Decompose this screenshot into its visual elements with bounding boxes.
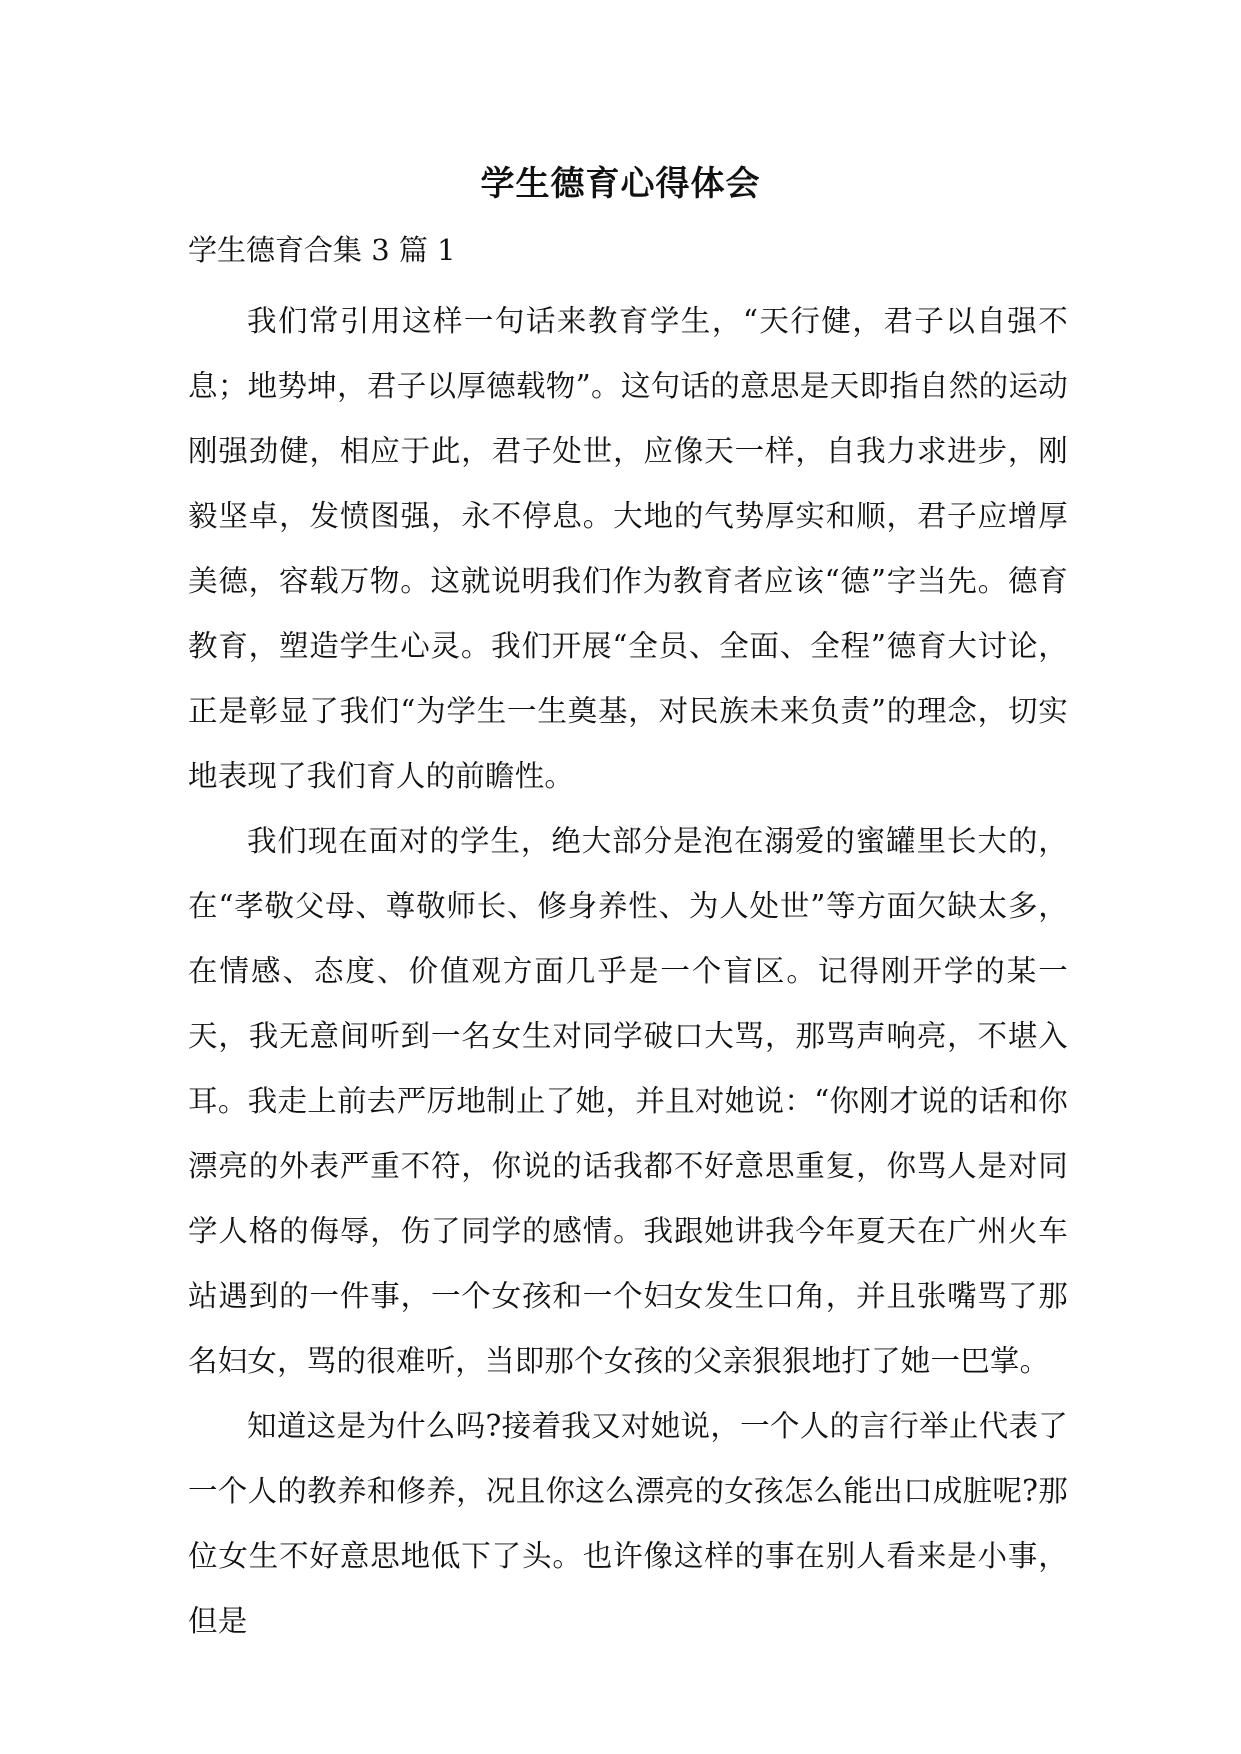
document-body <box>188 289 1068 1654</box>
paragraph: 我们现在面对的学生，绝大部分是泡在溺爱的蜜罐里长大的，在“孝敬父母、尊敬师长、修身养性、为人处世”等方面欠缺太多，在情感、态度、价值观方面几乎是一个盲区。记得刚开学的某一天，我无意间听到一名女生对同学破口大骂，那骂声响亮，不堪入耳。我走上前去严厉地制止了她，并且对她说：“你刚才说的话和你漂亮的外表严重不符，你说的话我都不好意思重复，你骂人是对同学人格的侮辱，伤了同学的感情。我跟她讲我今年夏天在广州火车站遇到的一件事，一个女孩和一个妇女发生口角，并且张嘴骂了那名妇女，骂的很难听，当即那个女孩的父亲狠狠地打了她一巴掌。 <box>188 824 1068 1378</box>
paragraph: 我们常引用这样一句话来教育学生，“天行健，君子以自强不息；地势坤，君子以厚德载物”。这句话的意思是天即指自然的运动刚强劲健，相应于此，君子处世，应像天一样，自我力求进步，刚毅坚卓，发愤图强，永不停息。大地的气势厚实和顺，君子应增厚美德，容载万物。这就说明我们作为教育者应该“德”字当先。德育教育，塑造学生心灵。我们开展“全员、全面、全程”德育大讨论，正是彰显了我们“为学生一生奠基，对民族未来负责”的理念，切实地表现了我们育人的前瞻性。 <box>188 304 1068 793</box>
document-title: 学生德育心得体会 <box>480 164 761 204</box>
paragraph: 知道这是为什么吗?接着我又对她说，一个人的言行举止代表了一个人的教养和修养，况且你这么漂亮的女孩怎么能出口成脏呢?那位女生不好意思地低下了头。也许像这样的事在别人看来是小事，但是 <box>188 1409 1068 1638</box>
document-subtitle: 学生德育合集 3 篇 1 <box>188 233 456 267</box>
